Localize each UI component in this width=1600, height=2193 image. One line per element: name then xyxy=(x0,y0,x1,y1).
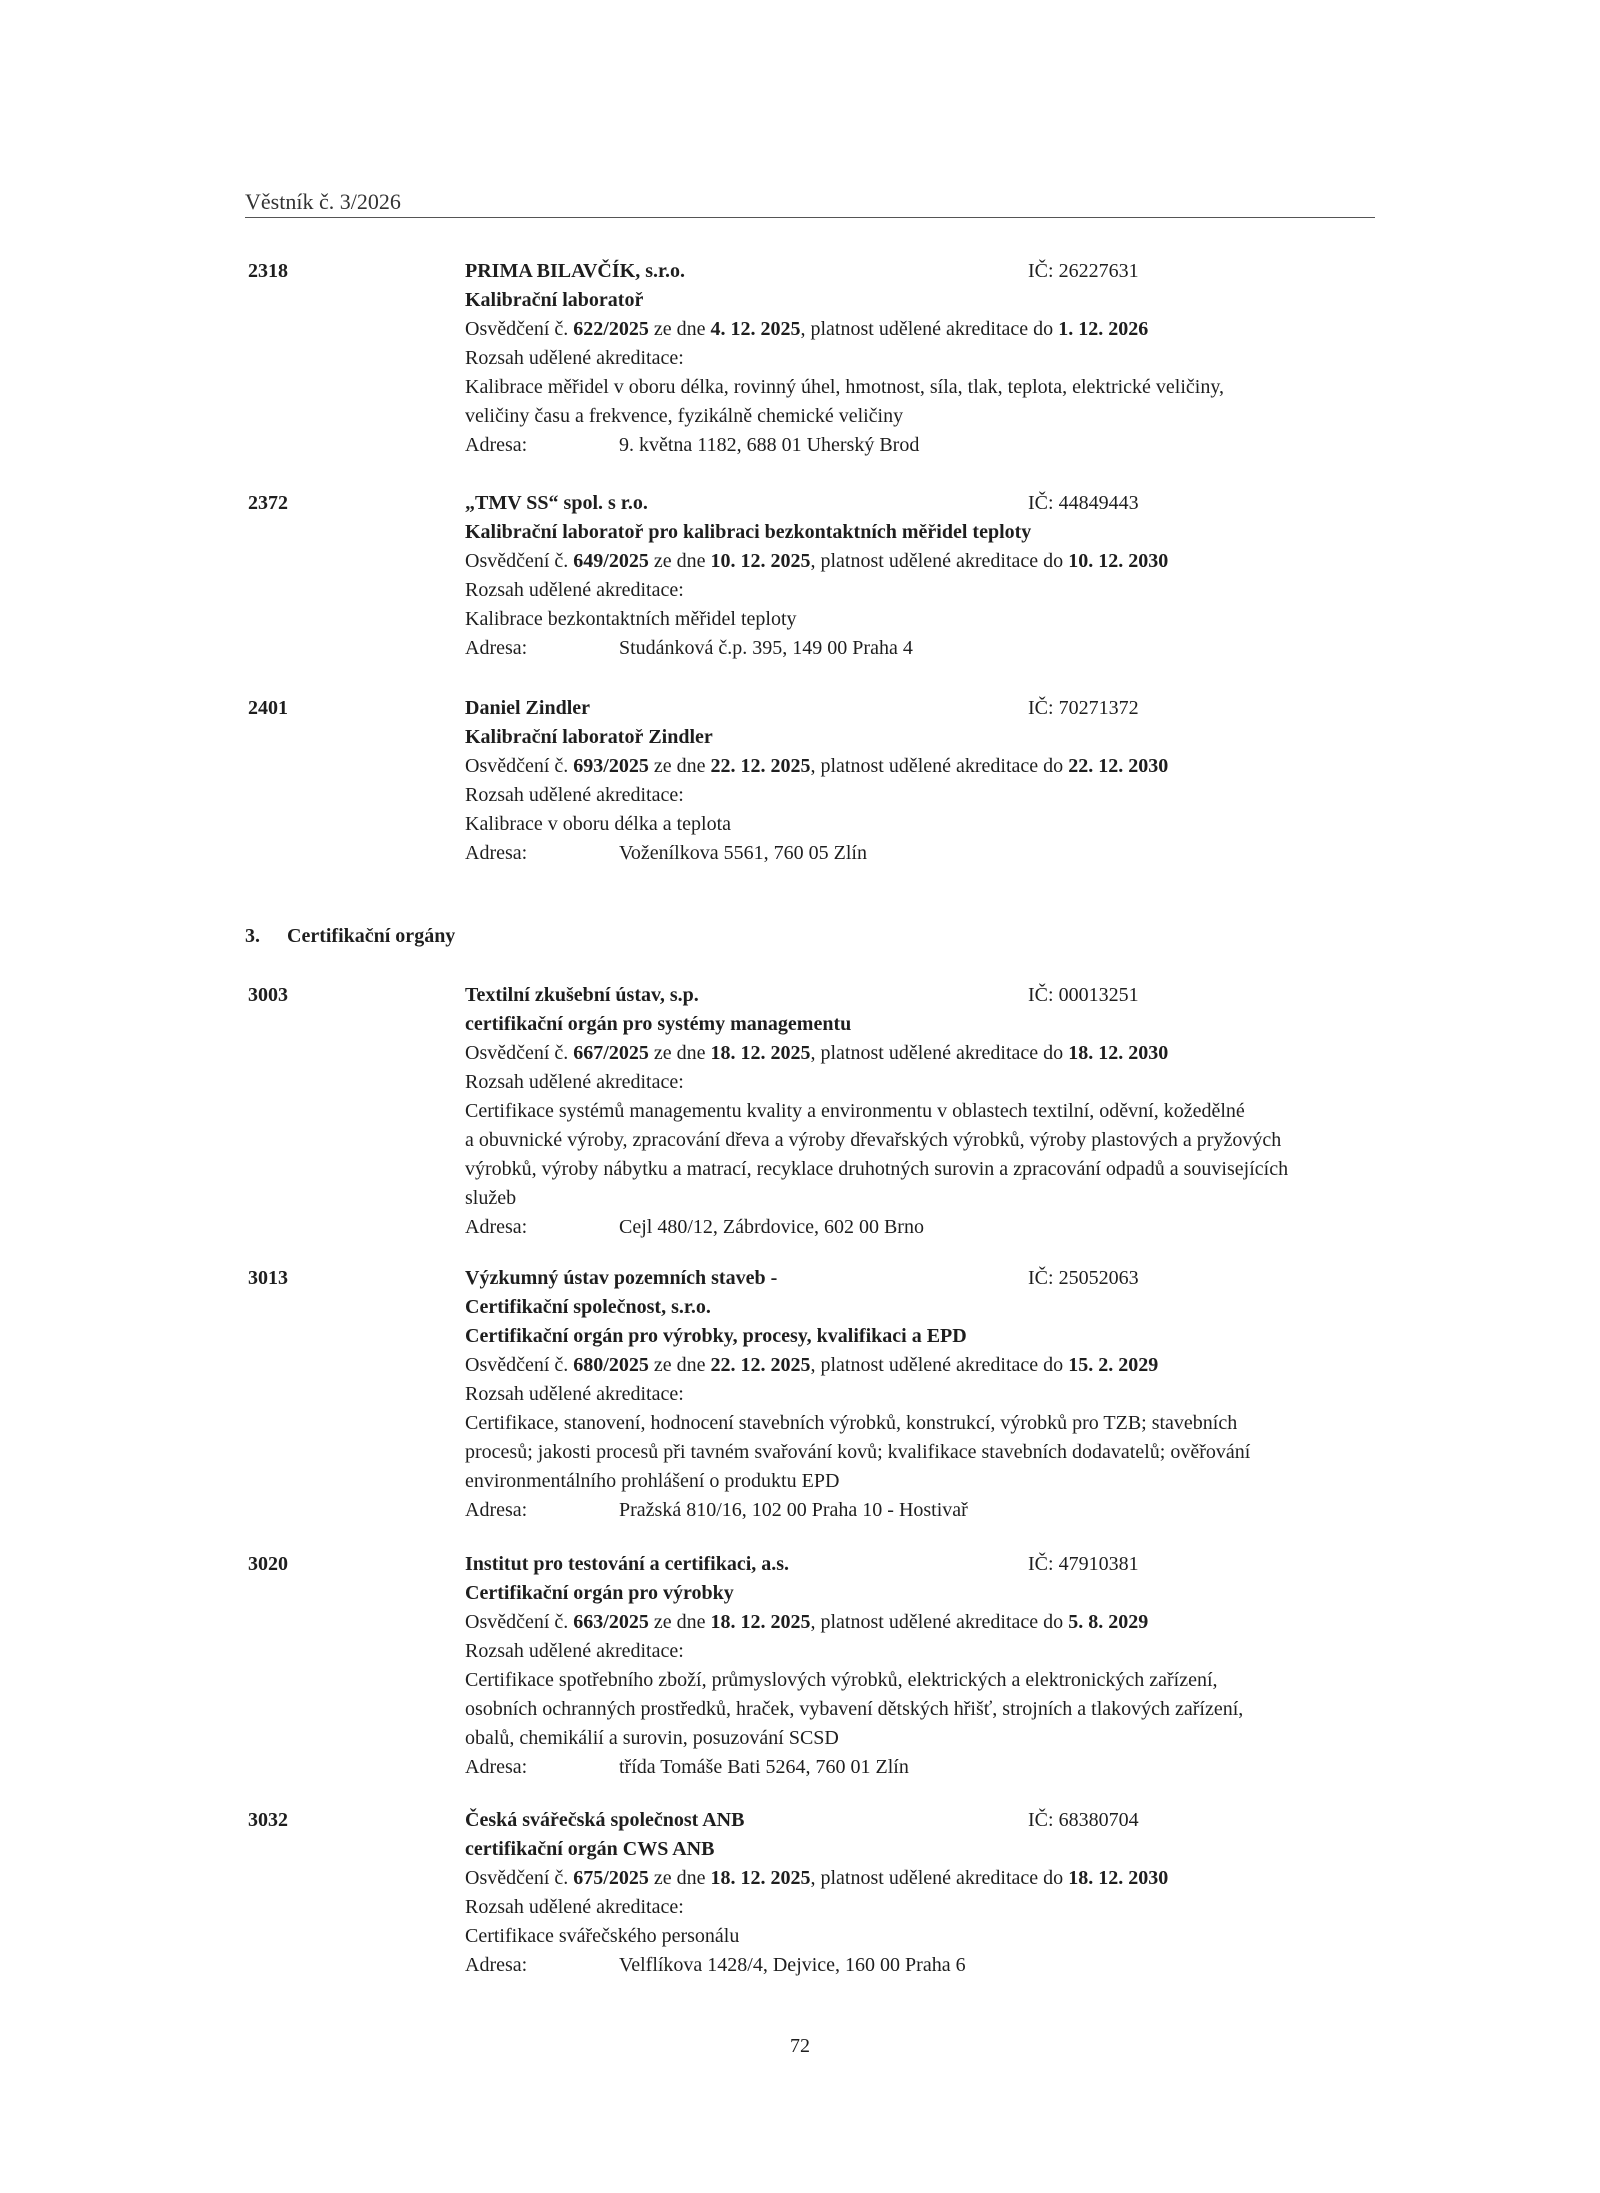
address-label: Adresa: xyxy=(465,1216,528,1238)
body-type: Kalibrační laboratoř pro kalibraci bezkontaktních měřidel teploty xyxy=(465,521,1032,543)
address-line xyxy=(465,1213,1375,1242)
organization-name: „TMV SS“ spol. s r.o. xyxy=(465,492,648,514)
certificate-number: 622/2025 xyxy=(573,318,649,340)
ic-label: IČ: xyxy=(1028,260,1054,282)
scope-label: Rozsah udělené akreditace: xyxy=(465,1071,684,1093)
address-label: Adresa: xyxy=(465,1499,528,1521)
ic-label: IČ: xyxy=(1028,1267,1054,1289)
valid-prefix: , platnost udělené akreditace do xyxy=(810,1042,1064,1064)
section-heading xyxy=(245,922,455,951)
issue-date: 18. 12. 2025 xyxy=(710,1611,811,1633)
entry-number: 3003 xyxy=(248,984,288,1006)
entry-number: 3020 xyxy=(248,1553,288,1575)
certificate-line xyxy=(465,315,1375,344)
cert-prefix: Osvědčení č. xyxy=(465,1354,569,1376)
body-type: certifikační orgán CWS ANB xyxy=(465,1838,715,1860)
certificate-number: 680/2025 xyxy=(573,1354,649,1376)
issue-date: 22. 12. 2025 xyxy=(710,755,811,777)
scope-text: veličiny času a frekvence, fyzikálně chemické veličiny xyxy=(465,405,904,427)
issue-date: 18. 12. 2025 xyxy=(710,1042,811,1064)
valid-until: 22. 12. 2030 xyxy=(1068,755,1169,777)
address-line xyxy=(465,1496,1375,1525)
body-type: certifikační orgán pro systémy managementu xyxy=(465,1013,852,1035)
page-number: 72 xyxy=(790,2035,810,2057)
section-title: Certifikační orgány xyxy=(287,925,456,947)
date-prefix: ze dne xyxy=(653,755,706,777)
entry-number: 2372 xyxy=(248,492,288,514)
scope-text: Certifikace spotřebního zboží, průmyslových výrobků, elektrických a elektronických zařízení, xyxy=(465,1669,1218,1691)
address-label: Adresa: xyxy=(465,1756,528,1778)
date-prefix: ze dne xyxy=(653,1611,706,1633)
valid-prefix: , platnost udělené akreditace do xyxy=(810,550,1064,572)
address-value: Cejl 480/12, Zábrdovice, 602 00 Brno xyxy=(619,1216,924,1238)
certificate-number: 693/2025 xyxy=(573,755,649,777)
journal-header-title: Věstník č. 3/2026 xyxy=(245,189,401,214)
address-label: Adresa: xyxy=(465,434,528,456)
cert-prefix: Osvědčení č. xyxy=(465,318,569,340)
scope-label: Rozsah udělené akreditace: xyxy=(465,784,684,806)
ic-label: IČ: xyxy=(1028,697,1054,719)
certificate-line xyxy=(465,752,1375,781)
issue-date: 22. 12. 2025 xyxy=(710,1354,811,1376)
ic-value: 44849443 xyxy=(1058,492,1139,514)
organization-name: Textilní zkušební ústav, s.p. xyxy=(465,984,699,1006)
scope-text: Certifikace, stanovení, hodnocení stavebních výrobků, konstrukcí, výrobků pro TZB; stavebních xyxy=(465,1412,1238,1434)
scope-text: Kalibrace měřidel v oboru délka, rovinný úhel, hmotnost, síla, tlak, teplota, elektrické veličiny, xyxy=(465,376,1225,398)
organization-name: Institut pro testování a certifikaci, a.s. xyxy=(465,1553,790,1575)
address-value: Velflíkova 1428/4, Dejvice, 160 00 Praha 6 xyxy=(619,1954,966,1976)
scope-label: Rozsah udělené akreditace: xyxy=(465,579,684,601)
scope-label: Rozsah udělené akreditace: xyxy=(465,1383,684,1405)
entry-number: 3013 xyxy=(248,1267,288,1289)
ic-value: 68380704 xyxy=(1058,1809,1139,1831)
valid-prefix: , platnost udělené akreditace do xyxy=(810,1354,1064,1376)
header-divider xyxy=(245,217,1375,218)
address-line xyxy=(465,431,1375,460)
address-value: Studánková č.p. 395, 149 00 Praha 4 xyxy=(619,637,913,659)
cert-prefix: Osvědčení č. xyxy=(465,1611,569,1633)
cert-prefix: Osvědčení č. xyxy=(465,550,569,572)
organization-name: Daniel Zindler xyxy=(465,697,591,719)
address-label: Adresa: xyxy=(465,637,528,659)
scope-text: obalů, chemikálií a surovin, posuzování SCSD xyxy=(465,1727,839,1749)
scope-label: Rozsah udělené akreditace: xyxy=(465,1640,684,1662)
section-number: 3. xyxy=(245,925,260,947)
organization-name: Česká svářečská společnost ANB xyxy=(465,1809,745,1831)
scope-text: Certifikace svářečského personálu xyxy=(465,1925,740,1947)
ic-value: 00013251 xyxy=(1058,984,1139,1006)
ic-value: 47910381 xyxy=(1058,1553,1139,1575)
ic-label: IČ: xyxy=(1028,1553,1054,1575)
body-type: Certifikační orgán pro výrobky, procesy, kvalifikaci a EPD xyxy=(465,1325,967,1347)
certificate-line xyxy=(465,1864,1375,1893)
entry-number: 2318 xyxy=(248,260,288,282)
address-label: Adresa: xyxy=(465,1954,528,1976)
ic-label: IČ: xyxy=(1028,1809,1054,1831)
organization-name: PRIMA BILAVČÍK, s.r.o. xyxy=(465,260,686,282)
ic-label: IČ: xyxy=(1028,984,1054,1006)
scope-text: Kalibrace v oboru délka a teplota xyxy=(465,813,731,835)
address-value: Voženílkova 5561, 760 05 Zlín xyxy=(619,842,867,864)
organization-name: Výzkumný ústav pozemních staveb - xyxy=(465,1267,778,1289)
body-type: Certifikační orgán pro výrobky xyxy=(465,1582,734,1604)
address-label: Adresa: xyxy=(465,842,528,864)
date-prefix: ze dne xyxy=(653,1867,706,1889)
address-line xyxy=(465,839,1375,868)
valid-prefix: , platnost udělené akreditace do xyxy=(810,755,1064,777)
issue-date: 18. 12. 2025 xyxy=(710,1867,811,1889)
valid-until: 1. 12. 2026 xyxy=(1058,318,1149,340)
entry-number: 3032 xyxy=(248,1809,288,1831)
valid-until: 15. 2. 2029 xyxy=(1068,1354,1159,1376)
certificate-number: 649/2025 xyxy=(573,550,649,572)
body-type: Kalibrační laboratoř Zindler xyxy=(465,726,713,748)
address-value: Pražská 810/16, 102 00 Praha 10 - Hostivař xyxy=(619,1499,968,1521)
issue-date: 4. 12. 2025 xyxy=(710,318,801,340)
valid-prefix: , platnost udělené akreditace do xyxy=(800,318,1054,340)
valid-until: 18. 12. 2030 xyxy=(1068,1042,1169,1064)
address-line xyxy=(465,1753,1375,1782)
valid-until: 5. 8. 2029 xyxy=(1068,1611,1149,1633)
certificate-line xyxy=(465,1351,1375,1380)
scope-text: osobních ochranných prostředků, hraček, vybavení dětských hřišť, strojních a tlakových zařízení, xyxy=(465,1698,1244,1720)
scope-label: Rozsah udělené akreditace: xyxy=(465,1896,684,1918)
certificate-line xyxy=(465,1039,1375,1068)
cert-prefix: Osvědčení č. xyxy=(465,755,569,777)
issue-date: 10. 12. 2025 xyxy=(710,550,811,572)
certificate-line xyxy=(465,1608,1375,1637)
address-value: 9. května 1182, 688 01 Uherský Brod xyxy=(619,434,920,456)
scope-text: Certifikace systémů managementu kvality a environmentu v oblastech textilní, oděvní, kožedělné xyxy=(465,1100,1245,1122)
scope-label: Rozsah udělené akreditace: xyxy=(465,347,684,369)
scope-text: Kalibrace bezkontaktních měřidel teploty xyxy=(465,608,797,630)
cert-prefix: Osvědčení č. xyxy=(465,1042,569,1064)
ic-value: 70271372 xyxy=(1058,697,1139,719)
scope-text: a obuvnické výroby, zpracování dřeva a výroby dřevařských výrobků, výroby plastových a pryžových xyxy=(465,1129,1282,1151)
cert-prefix: Osvědčení č. xyxy=(465,1867,569,1889)
scope-text: výrobků, výroby nábytku a matrací, recyklace druhotných surovin a zpracování odpadů a souvisejících xyxy=(465,1158,1289,1180)
date-prefix: ze dne xyxy=(653,550,706,572)
date-prefix: ze dne xyxy=(653,318,706,340)
valid-until: 18. 12. 2030 xyxy=(1068,1867,1169,1889)
organization-name: Certifikační společnost, s.r.o. xyxy=(465,1296,711,1318)
certificate-number: 675/2025 xyxy=(573,1867,649,1889)
date-prefix: ze dne xyxy=(653,1354,706,1376)
scope-text: procesů; jakosti procesů při tavném svařování kovů; kvalifikace stavebních dodavatelů; ověřování xyxy=(465,1441,1251,1463)
certificate-number: 667/2025 xyxy=(573,1042,649,1064)
body-type: Kalibrační laboratoř xyxy=(465,289,644,311)
valid-prefix: , platnost udělené akreditace do xyxy=(810,1611,1064,1633)
valid-until: 10. 12. 2030 xyxy=(1068,550,1169,572)
scope-text: služeb xyxy=(465,1187,517,1209)
certificate-line xyxy=(465,547,1375,576)
ic-value: 25052063 xyxy=(1058,1267,1139,1289)
scope-text: environmentálního prohlášení o produktu EPD xyxy=(465,1470,840,1492)
entry-number: 2401 xyxy=(248,697,288,719)
address-value: třída Tomáše Bati 5264, 760 01 Zlín xyxy=(619,1756,909,1778)
valid-prefix: , platnost udělené akreditace do xyxy=(810,1867,1064,1889)
date-prefix: ze dne xyxy=(653,1042,706,1064)
ic-label: IČ: xyxy=(1028,492,1054,514)
address-line xyxy=(465,1951,1375,1980)
certificate-number: 663/2025 xyxy=(573,1611,649,1633)
ic-value: 26227631 xyxy=(1058,260,1139,282)
address-line xyxy=(465,634,1375,663)
